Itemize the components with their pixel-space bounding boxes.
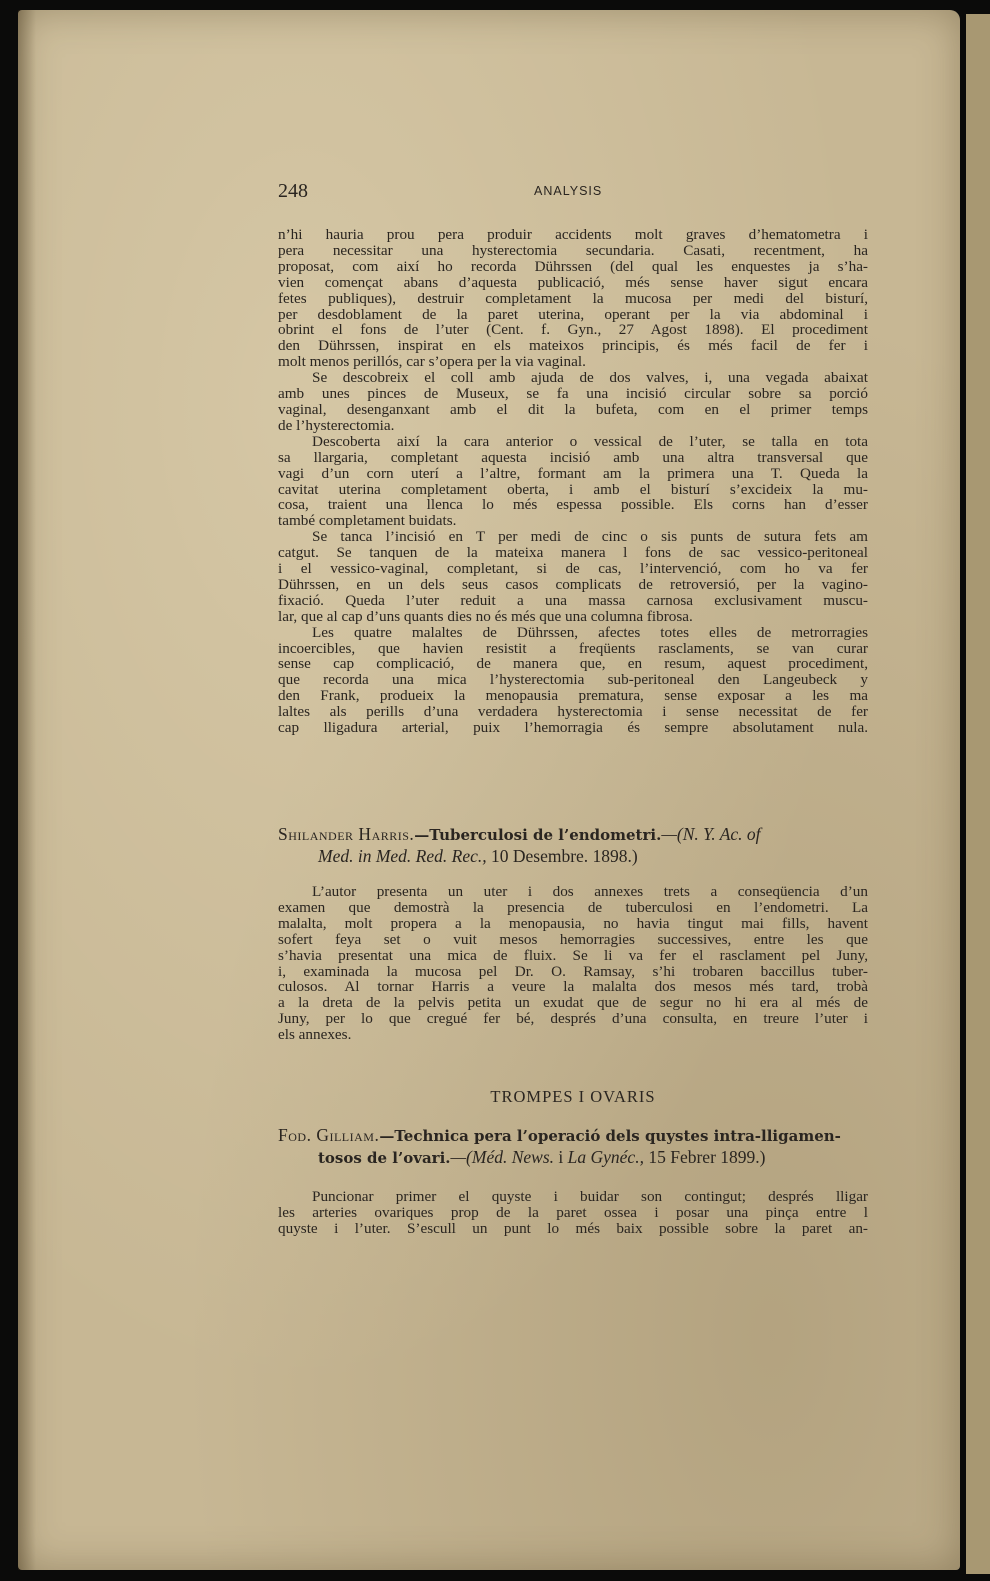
text-line: molt menos perillós, car s’opera per la via vaginal. xyxy=(278,353,586,371)
text-line: de l’hysterectomia. xyxy=(278,416,395,434)
text-line: i, examinada la mucosa pel Dr. O. Ramsay, s’hi trobaren baccillus tuber- xyxy=(278,962,868,980)
page-header xyxy=(278,180,868,202)
text-line: Se descobreix el coll amb ajuda de dos valves, i, una vegada abaixat xyxy=(312,369,868,387)
text-line: sofert feya set o vuit mesos hemorragies successives, entre les que xyxy=(278,930,868,948)
text-line: també completament buidats. xyxy=(278,512,457,530)
text-line: fixació. Queda l’uter reduit a una massa carnosa exclusivament muscu- xyxy=(278,591,868,609)
text-line: i el vessico-vaginal, completant, si de cas, l’intervenció, com ho va fer xyxy=(278,560,868,578)
text-line: examen que demostrà la presencia de tuberculosi en l’endometri. La xyxy=(278,898,868,916)
text-line: cosa, traient una llenca lo més espessa possible. Els corns han d’esser xyxy=(278,496,868,514)
text-line: catgut. Se tanquen de la mateixa manera l fons de sac vessico-peritoneal xyxy=(278,544,868,562)
text-line: Descoberta així la cara anterior o vessical de l’uter, se talla en tota xyxy=(312,432,868,450)
text-line: den Frank, produeix la menopausia prematura, sense exposar a les ma xyxy=(278,687,868,705)
text-line: quyste i l’uter. S’escull un punt lo més baix possible sobre la paret an- xyxy=(278,1219,868,1237)
reference-journal: Med. in Med. Red. Rec., xyxy=(318,846,487,866)
reference-date: 15 Febrer 1899.) xyxy=(643,1147,766,1167)
text-line: cap lligadura arterial, puix l’hemorragia és sempre absolutament nula. xyxy=(278,719,868,737)
text-line: incoercibles, que havien resistit a freqüents rasclaments, se van curar xyxy=(278,639,868,657)
reference-citation: —(N. Y. Ac. of xyxy=(661,824,761,844)
text-line: lar, que al cap d’uns quants dies no és més que una columna fibrosa. xyxy=(278,607,693,625)
text-line: les arteries ovariques prop de la paret ossea i posar una pinça entre l xyxy=(278,1203,868,1221)
page-number: 248 xyxy=(278,180,308,202)
text-line: cavitat uterina completament oberta, i amb el bisturí s’excideix la mu- xyxy=(278,480,868,498)
reference-conjunction: i xyxy=(554,1147,568,1167)
article-body-dührssen xyxy=(278,227,868,736)
running-head: ANALYSIS xyxy=(534,184,603,198)
text-line: fetes publiques), destruir completament la mucosa per medi del bisturí, xyxy=(278,289,868,307)
text-line: s’havia presentat una mica de fluix. Se li va fer el rasclament pel Juny, xyxy=(278,946,868,964)
text-line: obrint el fons de l’uter (Cent. f. Gyn., 27 Agost 1898). El procediment xyxy=(278,321,868,339)
section-title: TROMPES I OVARIS xyxy=(490,1087,656,1106)
text-line: n’hi hauria prou pera produir accidents molt graves d’hematometra i xyxy=(278,226,868,243)
text-line: Puncionar primer el quyste i buidar son contingut; després lligar xyxy=(312,1188,868,1205)
article-body-quystes xyxy=(278,1189,868,1237)
reference-heading-harris xyxy=(278,824,870,867)
reference-heading-gilliam xyxy=(278,1125,870,1169)
text-line: Dührssen, en un dels seus casos complicats de retroversió, per la vagino- xyxy=(278,575,868,593)
reference-title: —Technica pera l’operació dels quystes intra-lligamen- xyxy=(379,1127,841,1145)
text-line: sa llargaria, completant aquesta incisió amb una altra transversal que xyxy=(278,448,868,466)
text-line: Se tanca l’incisió en T per medi de cinc o sis punts de sutura fets am xyxy=(312,528,868,546)
text-line: vaginal, desenganxant amb el dit la bufeta, com en el primer temps xyxy=(278,400,868,418)
reference-title: —Tuberculosi de l’endometri. xyxy=(414,826,662,844)
adjacent-page-edge xyxy=(966,14,990,1574)
text-line: per desdoblament de la paret uterina, operant per la via abdominal i xyxy=(278,305,868,323)
reference-author: Fod. Gilliam. xyxy=(278,1125,380,1145)
text-line: Les quatre malaltes de Dührssen, afectes totes elles de metrorragies xyxy=(312,623,868,641)
article-body-tuberculosi xyxy=(278,884,868,1043)
text-line: L’autor presenta un uter i dos annexes trets a conseqüencia d’un xyxy=(312,883,868,900)
text-line: den Dührssen, inspirat en els mateixos principis, és més facil de fer i xyxy=(278,337,868,355)
text-line: vien començat abans d’aquesta publicació, més sense haver sigut encara xyxy=(278,273,868,291)
text-line: els annexes. xyxy=(278,1026,352,1044)
reference-journal: La Gynéc., xyxy=(567,1147,644,1167)
text-line: Juny, per lo que cregué fer bé, després d’una consulta, en treure l’uter i xyxy=(278,1010,868,1028)
text-line: culosos. Al tornar Harris a veure la malalta dos mesos més tard, trobà xyxy=(278,978,868,996)
reference-author: Shilander Harris. xyxy=(278,824,415,844)
text-line: proposat, com així ho recorda Dührssen (del qual les enquestes ja s’ha- xyxy=(278,257,868,275)
text-line: sense cap complicació, de manera que, en resum, aquest procediment, xyxy=(278,655,868,673)
text-line: pera necessitar una hysterectomia secundaria. Casati, recentment, ha xyxy=(278,241,868,259)
text-line: vagi d’un corn uterí a l’altre, formant am la primera una T. Queda la xyxy=(278,464,868,482)
text-line: amb unes pinces de Museux, se fa una incisió circular sobre sa porció xyxy=(278,385,868,403)
reference-date: 10 Desembre. 1898.) xyxy=(486,846,638,866)
text-line: laltes als perills d’una verdadera hysterectomia i sense necessitat de fer xyxy=(278,703,868,721)
text-line: que recorda una mica l’hysterectomia sub-peritoneal den Langeubeck y xyxy=(278,671,868,689)
reference-title-cont: tosos de l’ovari. xyxy=(318,1149,451,1167)
reference-citation: —(Méd. News. xyxy=(450,1147,555,1167)
page-fold-shadow xyxy=(18,10,36,1570)
text-line: malalta, molt propera a la menopausia, no havia tingut mai fills, havent xyxy=(278,914,868,932)
text-line: a la dreta de la pelvis petita un exudat que de segur no hi era al més de xyxy=(278,994,868,1012)
